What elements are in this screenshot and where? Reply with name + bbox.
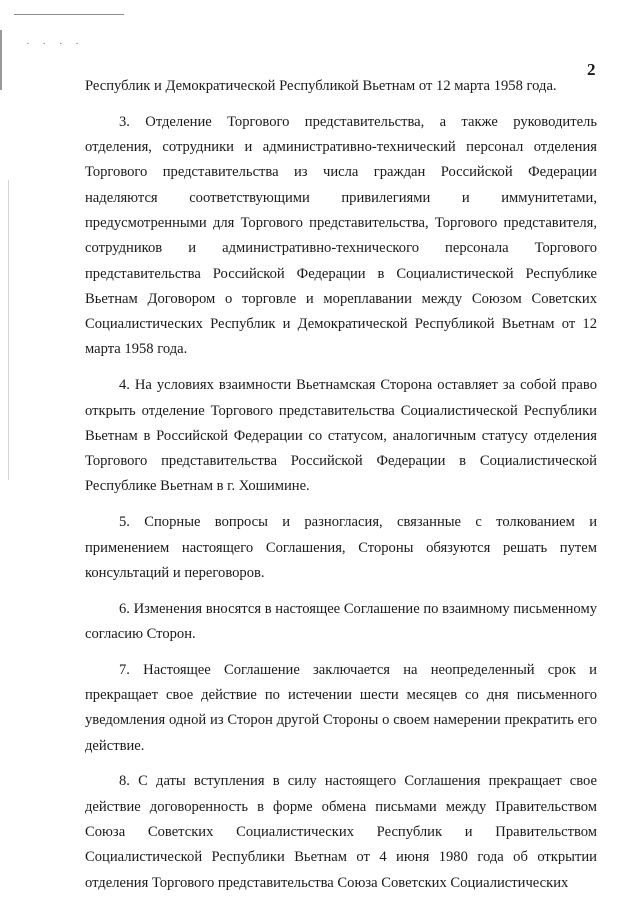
page-number: 2 <box>587 60 596 79</box>
scan-edge-mark <box>0 30 2 90</box>
paragraph-5: 5. Спорные вопросы и разногласия, связанные с толкованием и применением настоящего Соглашения, Стороны обязуются решать путем консультаций и переговоров. <box>85 514 597 581</box>
paragraph-8: 8. С даты вступления в силу настоящего Соглашения прекращает свое действие договоренность в форме обмена письмами между Правительством Союза Советских Социалистических Республик и Правительством Социалистической Республики Вьетнам от 4 июня 1980 года об открытии отделения Торгового представительства Союза Советских Социалистических <box>85 773 597 891</box>
paragraph-6: 6. Изменения вносятся в настоящее Соглашение по взаимному письменному согласию Сторон. <box>85 600 597 642</box>
paragraph-4: 4. На условиях взаимности Вьетнамская Сторона оставляет за собой право открыть отделение Торгового представительства Социалистической Республики Вьетнам в Российской Федерации со статусом, аналогичным статусу отделения Торгового представительства Российской Федерации в Социалистической Республике Вьетнам в г. Хошимине. <box>85 377 597 495</box>
document-body <box>85 74 597 896</box>
scan-artifact-line <box>14 14 124 15</box>
paragraph-7: 7. Настоящее Соглашение заключается на неопределенный срок и прекращает свое действие по истечении шести месяцев со дня письменного уведомления одной из Сторон другой Стороны о своем намерении прекратить его действие. <box>85 661 597 754</box>
scan-artifact-dots: · · · · <box>26 38 84 50</box>
lead-line: Республик и Демократической Республикой Вьетнам от 12 марта 1958 года. <box>85 78 557 94</box>
scan-edge-mark <box>8 180 9 480</box>
paragraph-3: 3. Отделение Торгового представительства, а также руководитель отделения, сотрудники и административно-технический персонал отделения Торгового представительства из числа граждан Российской Федерации наделяются соответствующими привилегиями и иммунитетами, предусмотренными для Торгового представительства, Торгового представителя, сотрудников и административно-технического персонала Торгового представительства Российской Федерации в Социалистической Республике Вьетнам Договором о торговле и мореплавании между Союзом Советских Социалистических Республик и Демократической Республикой Вьетнам от 12 марта 1958 года. <box>85 113 597 358</box>
